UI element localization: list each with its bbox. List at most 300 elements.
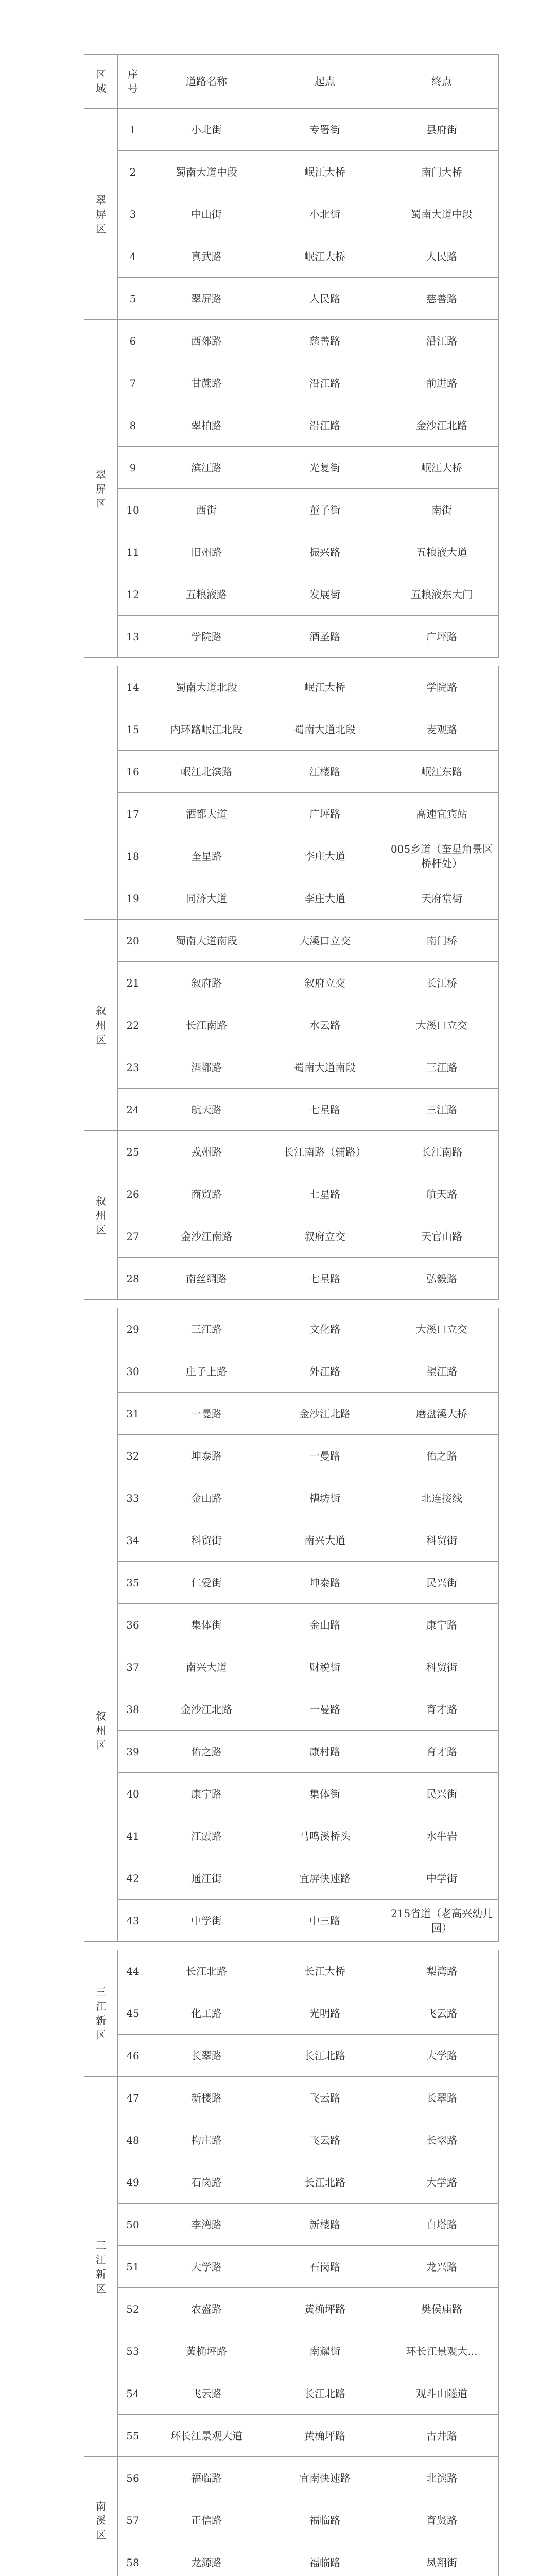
road-table-block-3 xyxy=(84,1308,499,1942)
road-name-cell: 同济大道 xyxy=(148,877,265,920)
road-name-cell: 化工路 xyxy=(148,1992,265,2035)
table-row xyxy=(84,962,499,1004)
start-cell: 大溪口立交 xyxy=(265,920,385,962)
start-cell: 康村路 xyxy=(265,1731,385,1773)
district-cell: 翠屏区 xyxy=(84,109,118,320)
seq-cell: 27 xyxy=(118,1215,148,1258)
start-cell: 金沙江北路 xyxy=(265,1393,385,1435)
table-row xyxy=(84,1258,499,1300)
end-cell: 蜀南大道中段 xyxy=(385,193,499,235)
seq-cell: 11 xyxy=(118,531,148,573)
road-name-cell: 环长江景观大道 xyxy=(148,2415,265,2457)
seq-cell: 40 xyxy=(118,1773,148,1815)
road-name-cell: 酒都路 xyxy=(148,1046,265,1089)
table-header-row xyxy=(84,55,499,109)
end-cell: 育贤路 xyxy=(385,2499,499,2541)
road-name-cell: 五粮液路 xyxy=(148,573,265,616)
start-cell: 七星路 xyxy=(265,1089,385,1131)
road-name-cell: 通江街 xyxy=(148,1857,265,1900)
end-cell: 白塔路 xyxy=(385,2204,499,2246)
table-row xyxy=(84,708,499,751)
start-cell: 新楼路 xyxy=(265,2204,385,2246)
end-cell: 高速宜宾站 xyxy=(385,793,499,835)
end-cell: 水牛岩 xyxy=(385,1815,499,1857)
start-cell: 金山路 xyxy=(265,1604,385,1646)
start-cell: 振兴路 xyxy=(265,531,385,573)
start-cell: 南兴大道 xyxy=(265,1519,385,1562)
end-cell: 弘毅路 xyxy=(385,1258,499,1300)
start-cell: 李庄大道 xyxy=(265,877,385,920)
seq-cell: 42 xyxy=(118,1857,148,1900)
start-cell: 马鸣溪桥头 xyxy=(265,1815,385,1857)
road-table-block-1 xyxy=(84,54,499,658)
table-row xyxy=(84,1731,499,1773)
end-cell: 大溪口立交 xyxy=(385,1004,499,1046)
table-row xyxy=(84,362,499,404)
road-name-cell: 长翠路 xyxy=(148,2035,265,2077)
start-cell: 飞云路 xyxy=(265,2119,385,2161)
road-table-block-4 xyxy=(84,1950,499,2576)
seq-cell: 17 xyxy=(118,793,148,835)
seq-cell: 31 xyxy=(118,1393,148,1435)
seq-cell: 23 xyxy=(118,1046,148,1089)
header-start: 起点 xyxy=(265,55,385,109)
road-name-cell: 蜀南大道中段 xyxy=(148,151,265,193)
end-cell: 学院路 xyxy=(385,666,499,708)
table-row xyxy=(84,877,499,920)
end-cell: 岷江大桥 xyxy=(385,447,499,489)
road-name-cell: 真武路 xyxy=(148,235,265,278)
table-row xyxy=(84,1215,499,1258)
district-cell xyxy=(84,666,118,920)
seq-cell: 41 xyxy=(118,1815,148,1857)
seq-cell: 7 xyxy=(118,362,148,404)
seq-cell: 46 xyxy=(118,2035,148,2077)
start-cell: 光明路 xyxy=(265,1992,385,2035)
end-cell: 科贸街 xyxy=(385,1519,499,1562)
road-name-cell: 翠柏路 xyxy=(148,404,265,447)
table-row xyxy=(84,920,499,962)
seq-cell: 45 xyxy=(118,1992,148,2035)
road-name-cell: 长江南路 xyxy=(148,1004,265,1046)
end-cell: 环长江景观大... xyxy=(385,2330,499,2372)
start-cell: 坤泰路 xyxy=(265,1562,385,1604)
table-row xyxy=(84,235,499,278)
end-cell: 民兴街 xyxy=(385,1773,499,1815)
table-row xyxy=(84,109,499,151)
road-name-cell: 长江北路 xyxy=(148,1950,265,1992)
end-cell: 康宁路 xyxy=(385,1604,499,1646)
road-name-cell: 金沙江北路 xyxy=(148,1688,265,1731)
header-district: 区域 xyxy=(84,55,118,109)
road-name-cell: 西郊路 xyxy=(148,320,265,362)
road-name-cell: 南兴大道 xyxy=(148,1646,265,1688)
end-cell: 县府街 xyxy=(385,109,499,151)
road-name-cell: 新楼路 xyxy=(148,2077,265,2119)
start-cell: 蜀南大道南段 xyxy=(265,1046,385,1089)
end-cell: 大学路 xyxy=(385,2161,499,2204)
table-row xyxy=(84,1046,499,1089)
start-cell: 黄桷坪路 xyxy=(265,2288,385,2330)
start-cell: 水云路 xyxy=(265,1004,385,1046)
table-row xyxy=(84,616,499,658)
road-name-cell: 飞云路 xyxy=(148,2372,265,2415)
road-name-cell: 一曼路 xyxy=(148,1393,265,1435)
start-cell: 飞云路 xyxy=(265,2077,385,2119)
start-cell: 一曼路 xyxy=(265,1688,385,1731)
end-cell: 龙兴路 xyxy=(385,2246,499,2288)
seq-cell: 37 xyxy=(118,1646,148,1688)
end-cell: 磨盘溪大桥 xyxy=(385,1393,499,1435)
seq-cell: 25 xyxy=(118,1131,148,1173)
end-cell: 南街 xyxy=(385,489,499,531)
seq-cell: 21 xyxy=(118,962,148,1004)
road-name-cell: 黄桷坪路 xyxy=(148,2330,265,2372)
road-name-cell: 科贸街 xyxy=(148,1519,265,1562)
road-name-cell: 中山街 xyxy=(148,193,265,235)
road-name-cell: 蜀南大道南段 xyxy=(148,920,265,962)
end-cell: 北滨路 xyxy=(385,2457,499,2499)
start-cell: 七星路 xyxy=(265,1258,385,1300)
start-cell: 集体街 xyxy=(265,1773,385,1815)
road-name-cell: 甘蔗路 xyxy=(148,362,265,404)
road-name-cell: 内环路岷江北段 xyxy=(148,708,265,751)
road-name-cell: 康宁路 xyxy=(148,1773,265,1815)
seq-cell: 28 xyxy=(118,1258,148,1300)
seq-cell: 58 xyxy=(118,2541,148,2576)
table-row xyxy=(84,1173,499,1215)
start-cell: 宜南快速路 xyxy=(265,2457,385,2499)
seq-cell: 9 xyxy=(118,447,148,489)
table-row xyxy=(84,2204,499,2246)
seq-cell: 13 xyxy=(118,616,148,658)
road-name-cell: 滨江路 xyxy=(148,447,265,489)
road-name-cell: 中学街 xyxy=(148,1900,265,1942)
table-row xyxy=(84,151,499,193)
seq-cell: 52 xyxy=(118,2288,148,2330)
end-cell: 大溪口立交 xyxy=(385,1308,499,1350)
district-cell xyxy=(84,1308,118,1519)
start-cell: 岷江大桥 xyxy=(265,151,385,193)
seq-cell: 8 xyxy=(118,404,148,447)
end-cell: 金沙江北路 xyxy=(385,404,499,447)
header-end: 终点 xyxy=(385,55,499,109)
table-row xyxy=(84,751,499,793)
table-row xyxy=(84,2541,499,2576)
seq-cell: 49 xyxy=(118,2161,148,2204)
start-cell: 沿江路 xyxy=(265,362,385,404)
table-row xyxy=(84,1688,499,1731)
seq-cell: 20 xyxy=(118,920,148,962)
road-name-cell: 佑之路 xyxy=(148,1731,265,1773)
road-name-cell: 商贸路 xyxy=(148,1173,265,1215)
table-row xyxy=(84,1131,499,1173)
table-row xyxy=(84,1815,499,1857)
table-row xyxy=(84,1519,499,1562)
seq-cell: 30 xyxy=(118,1350,148,1393)
start-cell: 小北街 xyxy=(265,193,385,235)
seq-cell: 53 xyxy=(118,2330,148,2372)
district-cell: 三江新区 xyxy=(84,2077,118,2457)
table-row xyxy=(84,404,499,447)
table-row xyxy=(84,447,499,489)
end-cell: 沿江路 xyxy=(385,320,499,362)
road-name-cell: 南丝绸路 xyxy=(148,1258,265,1300)
seq-cell: 47 xyxy=(118,2077,148,2119)
road-name-cell: 翠屏路 xyxy=(148,278,265,320)
road-name-cell: 金山路 xyxy=(148,1477,265,1519)
start-cell: 宜屏快速路 xyxy=(265,1857,385,1900)
table-row xyxy=(84,2161,499,2204)
end-cell: 古井路 xyxy=(385,2415,499,2457)
table-row xyxy=(84,2035,499,2077)
road-name-cell: 三江路 xyxy=(148,1308,265,1350)
end-cell: 长江南路 xyxy=(385,1131,499,1173)
end-cell: 麦观路 xyxy=(385,708,499,751)
start-cell: 长江北路 xyxy=(265,2161,385,2204)
end-cell: 民兴街 xyxy=(385,1562,499,1604)
seq-cell: 57 xyxy=(118,2499,148,2541)
start-cell: 槽坊街 xyxy=(265,1477,385,1519)
seq-cell: 38 xyxy=(118,1688,148,1731)
table-row xyxy=(84,2415,499,2457)
road-name-cell: 枸庄路 xyxy=(148,2119,265,2161)
start-cell: 长江北路 xyxy=(265,2035,385,2077)
table-row xyxy=(84,1773,499,1815)
seq-cell: 55 xyxy=(118,2415,148,2457)
seq-cell: 19 xyxy=(118,877,148,920)
start-cell: 福临路 xyxy=(265,2499,385,2541)
table-row xyxy=(84,1562,499,1604)
table-row xyxy=(84,1089,499,1131)
start-cell: 一曼路 xyxy=(265,1435,385,1477)
road-name-cell: 农盛路 xyxy=(148,2288,265,2330)
start-cell: 岷江大桥 xyxy=(265,235,385,278)
end-cell: 南门大桥 xyxy=(385,151,499,193)
seq-cell: 4 xyxy=(118,235,148,278)
table-row xyxy=(84,1435,499,1477)
seq-cell: 6 xyxy=(118,320,148,362)
seq-cell: 24 xyxy=(118,1089,148,1131)
end-cell: 佑之路 xyxy=(385,1435,499,1477)
district-cell: 叙州区 xyxy=(84,920,118,1131)
table-row xyxy=(84,489,499,531)
road-name-cell: 蜀南大道北段 xyxy=(148,666,265,708)
road-name-cell: 仁爱街 xyxy=(148,1562,265,1604)
table-row xyxy=(84,1477,499,1519)
seq-cell: 16 xyxy=(118,751,148,793)
start-cell: 福临路 xyxy=(265,2541,385,2576)
end-cell: 育才路 xyxy=(385,1731,499,1773)
road-name-cell: 岷江北滨路 xyxy=(148,751,265,793)
table-row xyxy=(84,1004,499,1046)
seq-cell: 51 xyxy=(118,2246,148,2288)
start-cell: 黄桷坪路 xyxy=(265,2415,385,2457)
table-row xyxy=(84,1646,499,1688)
seq-cell: 36 xyxy=(118,1604,148,1646)
road-name-cell: 叙府路 xyxy=(148,962,265,1004)
start-cell: 酒圣路 xyxy=(265,616,385,658)
end-cell: 中学街 xyxy=(385,1857,499,1900)
district-cell: 叙州区 xyxy=(84,1519,118,1942)
seq-cell: 43 xyxy=(118,1900,148,1942)
road-table-block-2 xyxy=(84,666,499,1300)
road-name-cell: 奎星路 xyxy=(148,835,265,877)
end-cell: 梨湾路 xyxy=(385,1950,499,1992)
table-row xyxy=(84,1950,499,1992)
road-name-cell: 小北街 xyxy=(148,109,265,151)
seq-cell: 5 xyxy=(118,278,148,320)
start-cell: 财税街 xyxy=(265,1646,385,1688)
end-cell: 大学路 xyxy=(385,2035,499,2077)
end-cell: 望江路 xyxy=(385,1350,499,1393)
start-cell: 南耀街 xyxy=(265,2330,385,2372)
end-cell: 五粮液东大门 xyxy=(385,573,499,616)
seq-cell: 39 xyxy=(118,1731,148,1773)
end-cell: 飞云路 xyxy=(385,1992,499,2035)
seq-cell: 22 xyxy=(118,1004,148,1046)
road-list-document xyxy=(84,54,493,2576)
table-row xyxy=(84,1992,499,2035)
start-cell: 发展街 xyxy=(265,573,385,616)
road-name-cell: 李湾路 xyxy=(148,2204,265,2246)
table-row xyxy=(84,1604,499,1646)
end-cell: 广坪路 xyxy=(385,616,499,658)
start-cell: 沿江路 xyxy=(265,404,385,447)
road-name-cell: 酒都大道 xyxy=(148,793,265,835)
start-cell: 光复街 xyxy=(265,447,385,489)
table-row xyxy=(84,835,499,877)
district-cell: 南溪区 xyxy=(84,2457,118,2576)
end-cell: 岷江东路 xyxy=(385,751,499,793)
start-cell: 叙府立交 xyxy=(265,962,385,1004)
table-row xyxy=(84,573,499,616)
table-row xyxy=(84,1900,499,1942)
seq-cell: 34 xyxy=(118,1519,148,1562)
start-cell: 长江南路（辅路） xyxy=(265,1131,385,1173)
road-name-cell: 正信路 xyxy=(148,2499,265,2541)
seq-cell: 3 xyxy=(118,193,148,235)
end-cell: 南门桥 xyxy=(385,920,499,962)
table-row xyxy=(84,1857,499,1900)
start-cell: 岷江大桥 xyxy=(265,666,385,708)
table-row xyxy=(84,1350,499,1393)
start-cell: 李庄大道 xyxy=(265,835,385,877)
district-cell: 翠屏区 xyxy=(84,320,118,658)
road-name-cell: 集体街 xyxy=(148,1604,265,1646)
seq-cell: 56 xyxy=(118,2457,148,2499)
end-cell: 三江路 xyxy=(385,1046,499,1089)
end-cell: 科贸街 xyxy=(385,1646,499,1688)
seq-cell: 32 xyxy=(118,1435,148,1477)
seq-cell: 12 xyxy=(118,573,148,616)
end-cell: 五粮液大道 xyxy=(385,531,499,573)
road-name-cell: 航天路 xyxy=(148,1089,265,1131)
seq-cell: 35 xyxy=(118,1562,148,1604)
start-cell: 长江北路 xyxy=(265,2372,385,2415)
table-row xyxy=(84,531,499,573)
seq-cell: 1 xyxy=(118,109,148,151)
start-cell: 长江大桥 xyxy=(265,1950,385,1992)
road-name-cell: 大学路 xyxy=(148,2246,265,2288)
table-row xyxy=(84,666,499,708)
road-name-cell: 江霞路 xyxy=(148,1815,265,1857)
table-row xyxy=(84,193,499,235)
start-cell: 中三路 xyxy=(265,1900,385,1942)
start-cell: 广坪路 xyxy=(265,793,385,835)
start-cell: 叙府立交 xyxy=(265,1215,385,1258)
seq-cell: 10 xyxy=(118,489,148,531)
seq-cell: 14 xyxy=(118,666,148,708)
road-name-cell: 坤泰路 xyxy=(148,1435,265,1477)
start-cell: 文化路 xyxy=(265,1308,385,1350)
end-cell: 005乡道（奎星角景区桥杆处） xyxy=(385,835,499,877)
end-cell: 三江路 xyxy=(385,1089,499,1131)
start-cell: 董子街 xyxy=(265,489,385,531)
end-cell: 樊侯庙路 xyxy=(385,2288,499,2330)
road-name-cell: 金沙江南路 xyxy=(148,1215,265,1258)
table-row xyxy=(84,2119,499,2161)
road-name-cell: 旧州路 xyxy=(148,531,265,573)
start-cell: 慈善路 xyxy=(265,320,385,362)
end-cell: 凤翔街 xyxy=(385,2541,499,2576)
start-cell: 蜀南大道北段 xyxy=(265,708,385,751)
seq-cell: 18 xyxy=(118,835,148,877)
end-cell: 育才路 xyxy=(385,1688,499,1731)
end-cell: 北连接线 xyxy=(385,1477,499,1519)
start-cell: 七星路 xyxy=(265,1173,385,1215)
seq-cell: 44 xyxy=(118,1950,148,1992)
district-cell: 叙州区 xyxy=(84,1131,118,1300)
table-row xyxy=(84,2499,499,2541)
end-cell: 长翠路 xyxy=(385,2077,499,2119)
district-cell: 三江新区 xyxy=(84,1950,118,2077)
start-cell: 石岗路 xyxy=(265,2246,385,2288)
table-row xyxy=(84,2288,499,2330)
end-cell: 观斗山隧道 xyxy=(385,2372,499,2415)
seq-cell: 2 xyxy=(118,151,148,193)
table-row xyxy=(84,2330,499,2372)
road-name-cell: 学院路 xyxy=(148,616,265,658)
table-row xyxy=(84,320,499,362)
table-row xyxy=(84,1308,499,1350)
table-row xyxy=(84,2372,499,2415)
seq-cell: 54 xyxy=(118,2372,148,2415)
header-seq: 序号 xyxy=(118,55,148,109)
start-cell: 外江路 xyxy=(265,1350,385,1393)
road-name-cell: 戎州路 xyxy=(148,1131,265,1173)
table-row xyxy=(84,1393,499,1435)
header-name: 道路名称 xyxy=(148,55,265,109)
table-row xyxy=(84,2077,499,2119)
end-cell: 人民路 xyxy=(385,235,499,278)
end-cell: 长翠路 xyxy=(385,2119,499,2161)
end-cell: 天官山路 xyxy=(385,1215,499,1258)
seq-cell: 48 xyxy=(118,2119,148,2161)
seq-cell: 29 xyxy=(118,1308,148,1350)
road-name-cell: 庄子上路 xyxy=(148,1350,265,1393)
table-row xyxy=(84,2246,499,2288)
table-row xyxy=(84,793,499,835)
seq-cell: 50 xyxy=(118,2204,148,2246)
road-name-cell: 西街 xyxy=(148,489,265,531)
road-name-cell: 福临路 xyxy=(148,2457,265,2499)
end-cell: 长江桥 xyxy=(385,962,499,1004)
end-cell: 前进路 xyxy=(385,362,499,404)
road-name-cell: 石岗路 xyxy=(148,2161,265,2204)
road-name-cell: 龙源路 xyxy=(148,2541,265,2576)
start-cell: 人民路 xyxy=(265,278,385,320)
